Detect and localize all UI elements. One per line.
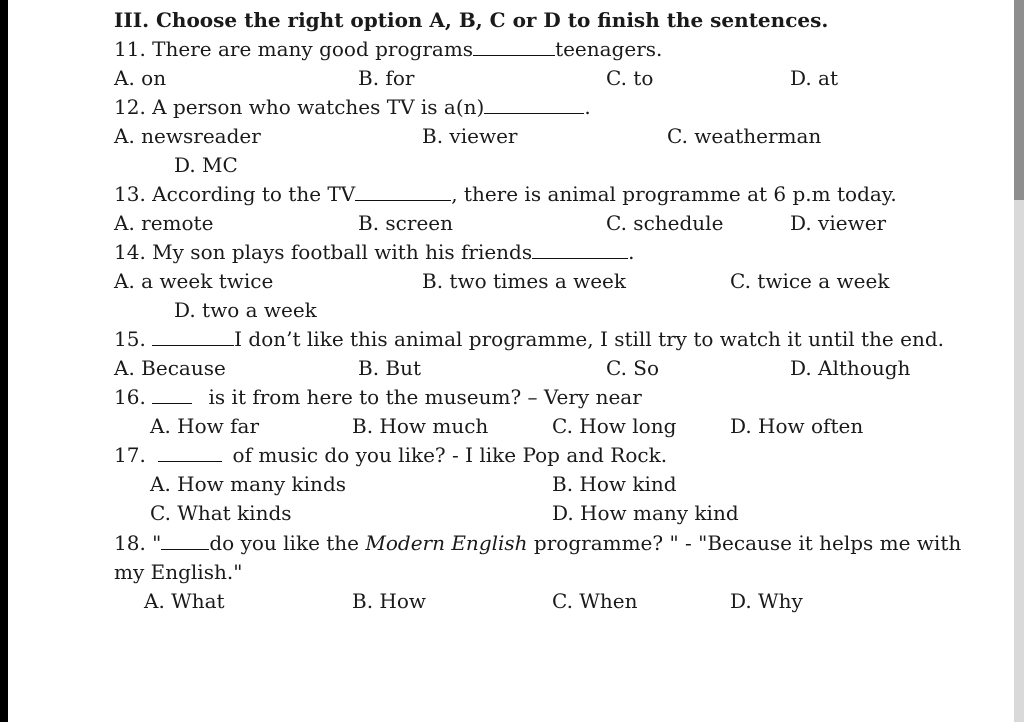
question-text: do you like the: [209, 531, 366, 555]
option-a[interactable]: A. Because: [114, 356, 226, 380]
option-b[interactable]: B. for: [358, 66, 415, 90]
option-c[interactable]: C. When: [552, 589, 638, 613]
option-a[interactable]: A. How many kinds: [150, 472, 347, 496]
question-text: My son plays football with his friends: [152, 240, 533, 264]
question-17: [114, 441, 1024, 470]
option-c[interactable]: C. How long: [552, 414, 677, 438]
option-b[interactable]: B. How: [352, 589, 427, 613]
question-text: .: [584, 95, 591, 119]
question-text: , there is animal programme at 6 p.m today.: [451, 182, 897, 206]
option-d[interactable]: D. Why: [730, 589, 803, 613]
option-d[interactable]: D. at: [790, 66, 838, 90]
option-a[interactable]: A. What: [144, 589, 225, 613]
question-text: teenagers.: [555, 37, 663, 61]
option-d[interactable]: D. two a week: [174, 298, 317, 322]
options-13: [0, 209, 1000, 238]
question-text: of music do you like? - I like Pop and Rock.: [232, 443, 668, 467]
answer-blank[interactable]: [532, 238, 628, 259]
question-number: 17.: [114, 443, 146, 467]
option-a[interactable]: A. newsreader: [114, 124, 261, 148]
options-14-continued: [0, 296, 1000, 325]
question-16: [114, 383, 1024, 412]
section-heading: III. Choose the right option A, B, C or D to finish the sentences.: [114, 8, 829, 32]
question-text: my English.": [114, 560, 243, 584]
question-11: [114, 35, 1024, 64]
option-c[interactable]: C. So: [606, 356, 660, 380]
option-d[interactable]: D. viewer: [790, 211, 887, 235]
option-b[interactable]: B. How kind: [552, 472, 677, 496]
question-text: I don’t like this animal programme, I still try to watch it until the end.: [234, 327, 945, 351]
option-a[interactable]: A. a week twice: [114, 269, 274, 293]
question-text: is it from here to the museum? – Very near: [208, 385, 642, 409]
answer-blank[interactable]: [161, 529, 209, 550]
option-b[interactable]: B. viewer: [422, 124, 518, 148]
answer-blank[interactable]: [152, 383, 192, 404]
answer-blank[interactable]: [158, 441, 222, 462]
question-text: According to the TV: [152, 182, 356, 206]
option-b[interactable]: B. screen: [358, 211, 453, 235]
option-c[interactable]: C. What kinds: [150, 501, 292, 525]
question-number: 14.: [114, 240, 146, 264]
options-12: [0, 122, 1000, 151]
option-c[interactable]: C. schedule: [606, 211, 724, 235]
option-a[interactable]: A. on: [114, 66, 167, 90]
question-13: [114, 180, 1024, 209]
options-17-continued: [0, 499, 1000, 528]
options-18: [0, 587, 1000, 616]
option-c[interactable]: C. twice a week: [730, 269, 890, 293]
question-number: 15.: [114, 327, 146, 351]
option-b[interactable]: B. How much: [352, 414, 489, 438]
option-d[interactable]: D. Although: [790, 356, 911, 380]
question-text: .: [628, 240, 635, 264]
option-d[interactable]: D. MC: [174, 153, 238, 177]
question-number: 11.: [114, 37, 146, 61]
programme-name: Modern English: [365, 531, 528, 555]
options-15: [0, 354, 1000, 383]
option-c[interactable]: C. weatherman: [667, 124, 822, 148]
options-17: [0, 470, 1000, 499]
question-text: A person who watches TV is a(n): [152, 95, 485, 119]
option-d[interactable]: D. How often: [730, 414, 864, 438]
question-number: 13.: [114, 182, 146, 206]
options-11: [0, 64, 1000, 93]
question-12: [114, 93, 1024, 122]
answer-blank[interactable]: [152, 325, 234, 346]
question-number: 12.: [114, 95, 146, 119]
answer-blank[interactable]: [484, 93, 584, 114]
question-text: There are many good programs: [152, 37, 474, 61]
option-b[interactable]: B. two times a week: [422, 269, 627, 293]
answer-blank[interactable]: [473, 35, 555, 56]
options-16: [0, 412, 1000, 441]
option-c[interactable]: C. to: [606, 66, 654, 90]
question-text: programme? " - "Because it helps me with: [527, 531, 962, 555]
options-14: [0, 267, 1000, 296]
question-number: 18.: [114, 531, 146, 555]
question-14: [114, 238, 1024, 267]
option-a[interactable]: A. How far: [150, 414, 260, 438]
question-18-continued: [114, 558, 1024, 587]
question-text: ": [152, 531, 162, 555]
question-15: [114, 325, 1024, 354]
options-12-continued: [0, 151, 1000, 180]
question-number: 16.: [114, 385, 146, 409]
option-a[interactable]: A. remote: [114, 211, 214, 235]
option-d[interactable]: D. How many kind: [552, 501, 739, 525]
option-b[interactable]: B. But: [358, 356, 422, 380]
question-18: [114, 529, 1024, 558]
answer-blank[interactable]: [355, 180, 451, 201]
